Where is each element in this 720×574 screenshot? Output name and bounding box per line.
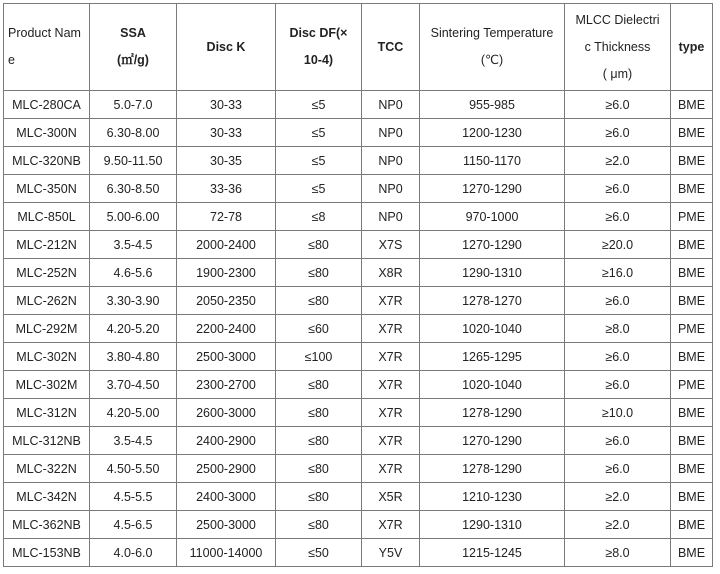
disc-k-cell: 72-78 bbox=[177, 203, 276, 231]
disc-df-cell: ≤80 bbox=[276, 259, 362, 287]
tcc-cell: X7R bbox=[362, 399, 420, 427]
header-disc-k: Disc K bbox=[177, 4, 276, 91]
type-cell: BME bbox=[671, 539, 713, 567]
header-sintering-temperature: Sintering Temperature (℃) bbox=[420, 4, 565, 91]
disc-k-cell: 30-35 bbox=[177, 147, 276, 175]
tcc-cell: Y5V bbox=[362, 539, 420, 567]
type-cell: BME bbox=[671, 175, 713, 203]
thickness-cell: ≥6.0 bbox=[565, 343, 671, 371]
tcc-cell: X7S bbox=[362, 231, 420, 259]
table-row bbox=[4, 259, 713, 287]
thickness-cell: ≥16.0 bbox=[565, 259, 671, 287]
product-name-cell: MLC-312NB bbox=[4, 427, 90, 455]
tcc-cell: NP0 bbox=[362, 175, 420, 203]
thickness-cell: ≥8.0 bbox=[565, 315, 671, 343]
product-name-cell: MLC-212N bbox=[4, 231, 90, 259]
disc-k-cell: 2300-2700 bbox=[177, 371, 276, 399]
sintering-temp-cell: 1270-1290 bbox=[420, 231, 565, 259]
table-row bbox=[4, 231, 713, 259]
disc-k-cell: 2000-2400 bbox=[177, 231, 276, 259]
product-name-cell: MLC-350N bbox=[4, 175, 90, 203]
header-product-name: Product Nam e bbox=[4, 4, 90, 91]
thickness-cell: ≥6.0 bbox=[565, 427, 671, 455]
product-name-cell: MLC-850L bbox=[4, 203, 90, 231]
sintering-temp-cell: 1278-1270 bbox=[420, 287, 565, 315]
product-name-cell: MLC-312N bbox=[4, 399, 90, 427]
thickness-cell: ≥2.0 bbox=[565, 511, 671, 539]
table-row bbox=[4, 119, 713, 147]
disc-k-cell: 2400-2900 bbox=[177, 427, 276, 455]
ssa-cell: 4.6-5.6 bbox=[90, 259, 177, 287]
tcc-cell: X8R bbox=[362, 259, 420, 287]
type-cell: BME bbox=[671, 455, 713, 483]
disc-k-cell: 30-33 bbox=[177, 91, 276, 119]
sintering-temp-cell: 970-1000 bbox=[420, 203, 565, 231]
thickness-cell: ≥6.0 bbox=[565, 91, 671, 119]
tcc-cell: X5R bbox=[362, 483, 420, 511]
type-cell: BME bbox=[671, 259, 713, 287]
sintering-temp-cell: 1278-1290 bbox=[420, 399, 565, 427]
table-row bbox=[4, 399, 713, 427]
header-ssa: SSA (㎡/g) bbox=[90, 4, 177, 91]
tcc-cell: X7R bbox=[362, 343, 420, 371]
tcc-cell: X7R bbox=[362, 371, 420, 399]
disc-df-cell: ≤60 bbox=[276, 315, 362, 343]
disc-k-cell: 2050-2350 bbox=[177, 287, 276, 315]
product-name-cell: MLC-280CA bbox=[4, 91, 90, 119]
sintering-temp-cell: 1215-1245 bbox=[420, 539, 565, 567]
thickness-cell: ≥20.0 bbox=[565, 231, 671, 259]
sintering-temp-cell: 955-985 bbox=[420, 91, 565, 119]
header-disc-df: Disc DF(× 10-4) bbox=[276, 4, 362, 91]
thickness-cell: ≥6.0 bbox=[565, 455, 671, 483]
type-cell: BME bbox=[671, 511, 713, 539]
type-cell: BME bbox=[671, 287, 713, 315]
table-row bbox=[4, 91, 713, 119]
header-tcc: TCC bbox=[362, 4, 420, 91]
table-row bbox=[4, 483, 713, 511]
table-row bbox=[4, 371, 713, 399]
table-row bbox=[4, 315, 713, 343]
disc-df-cell: ≤5 bbox=[276, 175, 362, 203]
sintering-temp-cell: 1290-1310 bbox=[420, 511, 565, 539]
ssa-cell: 6.30-8.00 bbox=[90, 119, 177, 147]
sintering-temp-cell: 1210-1230 bbox=[420, 483, 565, 511]
disc-df-cell: ≤80 bbox=[276, 371, 362, 399]
table-body bbox=[4, 91, 713, 567]
ssa-cell: 4.50-5.50 bbox=[90, 455, 177, 483]
disc-df-cell: ≤8 bbox=[276, 203, 362, 231]
sintering-temp-cell: 1265-1295 bbox=[420, 343, 565, 371]
table-header-row bbox=[4, 4, 713, 91]
product-name-cell: MLC-262N bbox=[4, 287, 90, 315]
product-name-cell: MLC-320NB bbox=[4, 147, 90, 175]
tcc-cell: X7R bbox=[362, 455, 420, 483]
type-cell: BME bbox=[671, 119, 713, 147]
type-cell: BME bbox=[671, 231, 713, 259]
disc-k-cell: 2500-3000 bbox=[177, 343, 276, 371]
disc-df-cell: ≤100 bbox=[276, 343, 362, 371]
tcc-cell: NP0 bbox=[362, 147, 420, 175]
sintering-temp-cell: 1200-1230 bbox=[420, 119, 565, 147]
ssa-cell: 4.5-5.5 bbox=[90, 483, 177, 511]
type-cell: BME bbox=[671, 427, 713, 455]
product-name-cell: MLC-322N bbox=[4, 455, 90, 483]
ssa-cell: 6.30-8.50 bbox=[90, 175, 177, 203]
sintering-temp-cell: 1290-1310 bbox=[420, 259, 565, 287]
disc-k-cell: 2600-3000 bbox=[177, 399, 276, 427]
ssa-cell: 3.5-4.5 bbox=[90, 427, 177, 455]
ssa-cell: 5.00-6.00 bbox=[90, 203, 177, 231]
header-mlcc-dielectric-thickness: MLCC Dielectri c Thickness ( μm) bbox=[565, 4, 671, 91]
disc-k-cell: 2500-2900 bbox=[177, 455, 276, 483]
disc-k-cell: 2400-3000 bbox=[177, 483, 276, 511]
type-cell: PME bbox=[671, 371, 713, 399]
tcc-cell: X7R bbox=[362, 511, 420, 539]
disc-df-cell: ≤50 bbox=[276, 539, 362, 567]
ssa-cell: 4.20-5.20 bbox=[90, 315, 177, 343]
ssa-cell: 5.0-7.0 bbox=[90, 91, 177, 119]
product-name-cell: MLC-292M bbox=[4, 315, 90, 343]
disc-df-cell: ≤80 bbox=[276, 231, 362, 259]
table-row bbox=[4, 203, 713, 231]
thickness-cell: ≥6.0 bbox=[565, 175, 671, 203]
table-row bbox=[4, 147, 713, 175]
table-row bbox=[4, 455, 713, 483]
disc-k-cell: 2500-3000 bbox=[177, 511, 276, 539]
ssa-cell: 3.30-3.90 bbox=[90, 287, 177, 315]
disc-k-cell: 11000-14000 bbox=[177, 539, 276, 567]
product-name-cell: MLC-342N bbox=[4, 483, 90, 511]
product-name-cell: MLC-300N bbox=[4, 119, 90, 147]
table-row bbox=[4, 511, 713, 539]
ssa-cell: 4.5-6.5 bbox=[90, 511, 177, 539]
tcc-cell: NP0 bbox=[362, 203, 420, 231]
thickness-cell: ≥6.0 bbox=[565, 371, 671, 399]
sintering-temp-cell: 1020-1040 bbox=[420, 315, 565, 343]
product-name-cell: MLC-362NB bbox=[4, 511, 90, 539]
ssa-cell: 9.50-11.50 bbox=[90, 147, 177, 175]
type-cell: PME bbox=[671, 315, 713, 343]
ssa-cell: 3.80-4.80 bbox=[90, 343, 177, 371]
tcc-cell: NP0 bbox=[362, 119, 420, 147]
thickness-cell: ≥6.0 bbox=[565, 119, 671, 147]
table-row bbox=[4, 175, 713, 203]
disc-df-cell: ≤5 bbox=[276, 147, 362, 175]
product-name-cell: MLC-252N bbox=[4, 259, 90, 287]
disc-df-cell: ≤80 bbox=[276, 399, 362, 427]
disc-k-cell: 33-36 bbox=[177, 175, 276, 203]
sintering-temp-cell: 1270-1290 bbox=[420, 427, 565, 455]
ssa-cell: 3.5-4.5 bbox=[90, 231, 177, 259]
tcc-cell: X7R bbox=[362, 287, 420, 315]
disc-df-cell: ≤80 bbox=[276, 483, 362, 511]
type-cell: BME bbox=[671, 483, 713, 511]
product-name-cell: MLC-302M bbox=[4, 371, 90, 399]
tcc-cell: X7R bbox=[362, 315, 420, 343]
table-row bbox=[4, 539, 713, 567]
ssa-cell: 4.0-6.0 bbox=[90, 539, 177, 567]
product-name-cell: MLC-153NB bbox=[4, 539, 90, 567]
disc-df-cell: ≤80 bbox=[276, 511, 362, 539]
disc-k-cell: 1900-2300 bbox=[177, 259, 276, 287]
type-cell: BME bbox=[671, 343, 713, 371]
sintering-temp-cell: 1020-1040 bbox=[420, 371, 565, 399]
sintering-temp-cell: 1278-1290 bbox=[420, 455, 565, 483]
type-cell: PME bbox=[671, 203, 713, 231]
type-cell: BME bbox=[671, 91, 713, 119]
thickness-cell: ≥2.0 bbox=[565, 147, 671, 175]
thickness-cell: ≥2.0 bbox=[565, 483, 671, 511]
disc-df-cell: ≤80 bbox=[276, 427, 362, 455]
header-type: type bbox=[671, 4, 713, 91]
disc-df-cell: ≤5 bbox=[276, 119, 362, 147]
product-name-cell: MLC-302N bbox=[4, 343, 90, 371]
thickness-cell: ≥6.0 bbox=[565, 287, 671, 315]
type-cell: BME bbox=[671, 399, 713, 427]
ssa-cell: 3.70-4.50 bbox=[90, 371, 177, 399]
thickness-cell: ≥10.0 bbox=[565, 399, 671, 427]
tcc-cell: NP0 bbox=[362, 91, 420, 119]
sintering-temp-cell: 1270-1290 bbox=[420, 175, 565, 203]
table-row bbox=[4, 427, 713, 455]
disc-df-cell: ≤80 bbox=[276, 455, 362, 483]
table-row bbox=[4, 343, 713, 371]
disc-df-cell: ≤80 bbox=[276, 287, 362, 315]
thickness-cell: ≥8.0 bbox=[565, 539, 671, 567]
table-row bbox=[4, 287, 713, 315]
disc-k-cell: 2200-2400 bbox=[177, 315, 276, 343]
disc-k-cell: 30-33 bbox=[177, 119, 276, 147]
sintering-temp-cell: 1150-1170 bbox=[420, 147, 565, 175]
type-cell: BME bbox=[671, 147, 713, 175]
product-spec-table bbox=[3, 3, 713, 567]
tcc-cell: X7R bbox=[362, 427, 420, 455]
disc-df-cell: ≤5 bbox=[276, 91, 362, 119]
ssa-cell: 4.20-5.00 bbox=[90, 399, 177, 427]
thickness-cell: ≥6.0 bbox=[565, 203, 671, 231]
